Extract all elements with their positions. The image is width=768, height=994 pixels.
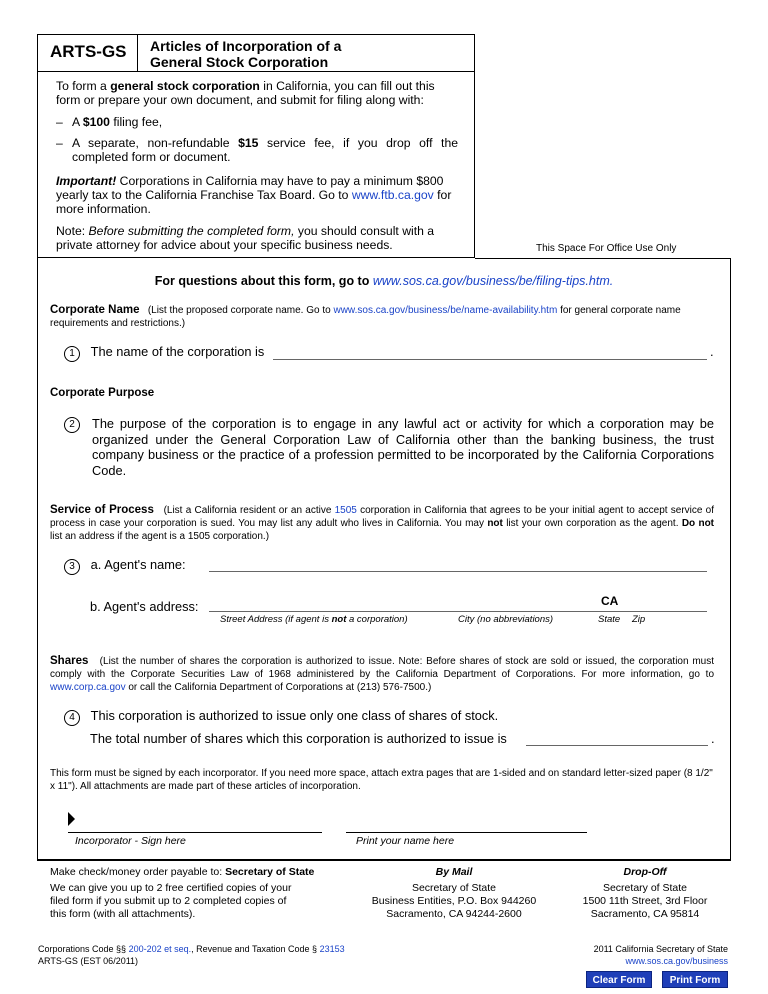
form-code: ARTS-GS (50, 42, 127, 61)
mail-line-3: Sacramento, CA 94244-2600 (386, 908, 522, 920)
form-title-line1: Articles of Incorporation of a (150, 38, 342, 54)
circled-number-3: 3 (64, 559, 80, 575)
sign-here-caption: Incorporator - Sign here (75, 835, 186, 847)
item-2 (64, 416, 714, 478)
agent-address-field[interactable] (209, 611, 707, 612)
clear-form-button[interactable]: Clear Form (586, 971, 652, 988)
form-version: ARTS-GS (EST 06/2011) (38, 956, 139, 966)
print-form-button[interactable]: Print Form (662, 971, 728, 988)
total-shares-field[interactable] (526, 745, 708, 746)
item-1: 1 The name of the corporation is (64, 344, 264, 362)
shares-label: Shares (50, 655, 89, 667)
corp-code-link[interactable]: 200-202 et seq. (128, 944, 192, 954)
city-caption: City (no abbreviations) (458, 614, 554, 625)
link-1505[interactable]: 1505 (334, 505, 357, 516)
main-box-top-border (475, 258, 731, 259)
mail-line-2: Business Entities, P.O. Box 944260 (371, 895, 537, 907)
street-address-caption: Street Address (if agent is not a corporation) (220, 614, 408, 625)
copyright: 2011 California Secretary of State (593, 944, 728, 954)
certified-copies-note: We can give you up to 2 free certified copies of your filed form if you submit up to 2 completed copies of this form (with all attachments). (50, 882, 292, 920)
shares-section: Shares (List the number of shares the corporation is authorized to issue. Note: Before shares of stock are sold or issued, the corporation must comply with the Corporate Securities Law of 1968 administered by the California Department of Corporations. For more information, go to www.corp.ca.gov or call the California Department of Corporations at (213) 576-7500.) (50, 655, 714, 693)
signing-instructions: This form must be signed by each incorporator. If you need more space, attach extra pages that are 1-sided and on standard letter-sized paper (8 1/2" x 11"). All attachments are made part of these articles of incorporation. (50, 768, 713, 792)
service-of-process-label: Service of Process (50, 504, 154, 516)
office-use-label: This Space For Office Use Only (536, 243, 677, 254)
sos-business-link[interactable]: www.sos.ca.gov/business (625, 956, 728, 966)
incorporator-signature-field[interactable] (68, 832, 322, 833)
filing-tips-link[interactable]: www.sos.ca.gov/business/be/filing-tips.htm. (372, 274, 614, 288)
item-4: 4 This corporation is authorized to issue only one class of shares of stock. (64, 708, 498, 726)
total-shares-label: The total number of shares which this corporation is authorized to issue is (90, 731, 507, 746)
circled-number-4: 4 (64, 710, 80, 726)
intro-paragraph: To form a general stock corporation in California, you can fill out this form or prepare your own document, and submit for filing along with: (56, 79, 435, 107)
fee-bullet: – A $100 filing fee, (56, 115, 163, 129)
bottom-divider (37, 860, 731, 861)
service-of-process-section: Service of Process (List a California resident or an active 1505 corporation in California that agrees to be your initial agent to accept service of process in case your corporation is sued. You may list any adult who lives in California. You may not list your own corporation as the agent. Do not list an address if the agent is a 1505 corporation.) (50, 504, 715, 542)
drop-off-block (572, 866, 718, 921)
zip-caption: Zip (632, 614, 646, 625)
sign-arrow-icon (68, 812, 75, 826)
corporate-name-label: Corporate Name (50, 304, 140, 316)
state-caption: State (598, 614, 621, 625)
questions-line: For questions about this form, go to www.sos.ca.gov/business/be/filing-tips.htm. (154, 274, 614, 288)
dropoff-line-3: Sacramento, CA 95814 (590, 908, 700, 920)
agent-address-label: b. Agent's address: (90, 599, 199, 614)
name-availability-link[interactable]: www.sos.ca.gov/business/be/name-availability.htm (333, 305, 558, 316)
mail-line-1: Secretary of State (411, 882, 497, 894)
print-name-caption: Print your name here (356, 835, 455, 847)
by-mail-title: By Mail (435, 866, 473, 878)
circled-number-2: 2 (64, 417, 80, 433)
intro-text (56, 79, 458, 260)
shares-period: . (711, 731, 715, 746)
corporation-name-field[interactable] (273, 359, 707, 360)
by-mail-block (354, 866, 554, 921)
circled-number-1: 1 (64, 346, 80, 362)
service-fee-bullet: – A separate, non-refundable $15 service fee, if you drop off the completed form or document. (56, 136, 458, 164)
state-value: CA (601, 594, 619, 608)
statute-references: Corporations Code §§ 200-202 et seq., Revenue and Taxation Code § 23153 (38, 944, 345, 954)
dropoff-line-2: 1500 11th Street, 3rd Floor (582, 895, 708, 907)
drop-off-title: Drop-Off (623, 866, 667, 878)
important-note: Important! Corporations in California may have to pay a minimum $800 yearly tax to the California Franchise Tax Board. Go to www.ftb.ca.gov for more information. (56, 174, 452, 216)
agent-name-label: a. Agent's name: (90, 557, 186, 572)
attorney-note: Note: Before submitting the completed form, you should consult with a private attorney for advice about your specific business needs. (56, 224, 435, 252)
header-vertical-divider (137, 34, 138, 71)
ftb-link[interactable]: www.ftb.ca.gov (351, 188, 434, 202)
corporate-name-section: Corporate Name (List the proposed corporate name. Go to www.sos.ca.gov/business/be/name-availability.htm for general corporate name requirements and restrictions.) (50, 304, 681, 329)
purpose-text: The purpose of the corporation is to engage in any lawful act or activity for which a corporation may be organized under the General Corporation Law of California other than the banking business, the trust company business or the practice of a profession permitted to be incorporated by the California Corporations Code. (92, 416, 714, 478)
rev-tax-code-link[interactable]: 23153 (319, 944, 345, 954)
payable-line: Make check/money order payable to: Secretary of State (50, 866, 315, 878)
corp-ca-gov-link[interactable]: www.corp.ca.gov (50, 682, 126, 693)
print-name-field[interactable] (346, 832, 587, 833)
agent-name-field[interactable] (209, 571, 707, 572)
form-title (150, 38, 470, 70)
corporate-purpose-label: Corporate Purpose (50, 387, 155, 399)
dropoff-line-1: Secretary of State (602, 882, 688, 894)
form-title-line2: General Stock Corporation (150, 54, 329, 70)
header-divider (37, 71, 475, 72)
item-3 (64, 557, 186, 575)
name-period: . (710, 344, 714, 359)
